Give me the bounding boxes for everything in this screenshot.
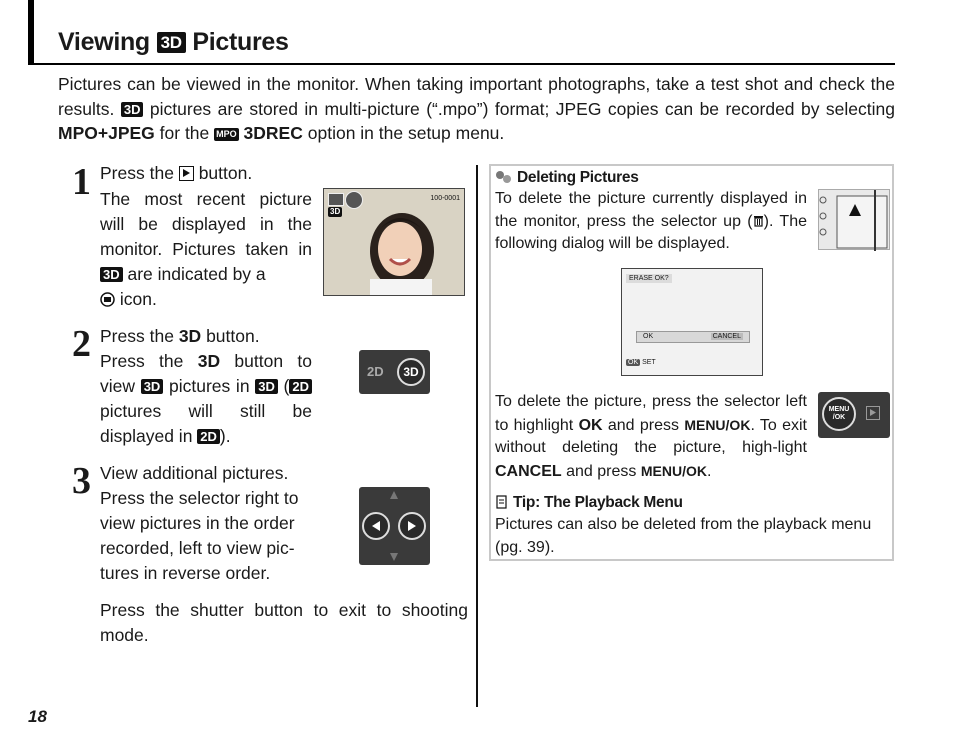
deleting-pictures-heading: Deleting Pictures bbox=[495, 168, 639, 187]
menu-ok-button: MENU /OK bbox=[822, 397, 856, 431]
delete-confirm-paragraph: To delete the picture, press the selector left to highlight OK and press MENU/OK. To exit without deleting the picture, high-light CANCEL and press MENU/OK. bbox=[495, 393, 807, 480]
step-number: 3 bbox=[72, 460, 90, 502]
selector-right-icon bbox=[398, 512, 426, 540]
step-heading: View additional pictures. bbox=[100, 463, 289, 483]
2d-badge: 2D bbox=[197, 429, 220, 444]
3d-badge: 3D bbox=[255, 379, 278, 394]
3d-badge: 3D bbox=[141, 379, 164, 394]
3d-indicator-icon bbox=[345, 191, 363, 209]
2d-label: 2D bbox=[367, 364, 384, 379]
delete-paragraph: To delete the picture currently displayed in the monitor, press the selector up ( ). The following dialog will be displayed. bbox=[495, 190, 808, 252]
tip-heading: Tip: The Playback Menu bbox=[495, 493, 683, 512]
step-body: Press the 3D button to view 3D pictures in 3D ( 2D pictures will still be displayed in 2D ). bbox=[100, 351, 312, 446]
3d-button: 3D bbox=[397, 358, 425, 386]
selector-illustration bbox=[359, 487, 430, 565]
mpo-icon: MPO bbox=[216, 129, 237, 139]
menu-ok-button-illustration bbox=[818, 392, 890, 438]
playback-indicator-icon bbox=[328, 193, 344, 206]
page-title: Viewing 3D Pictures bbox=[58, 28, 289, 56]
tip-icon bbox=[495, 495, 509, 509]
lcd-photo-preview bbox=[323, 188, 465, 296]
2d-badge: 2D bbox=[289, 379, 312, 394]
title-bar-accent bbox=[28, 0, 34, 64]
2d-3d-button-illustration bbox=[359, 350, 430, 394]
3d-picture-icon bbox=[100, 289, 115, 304]
trash-icon bbox=[753, 212, 764, 224]
frame-counter: 100-0001 bbox=[430, 195, 460, 202]
step-body: Press the selector right to view pictures in the order recorded, left to view pic-tures in reverse order. bbox=[100, 488, 299, 583]
page-number: 18 bbox=[28, 707, 47, 726]
selector-left-icon bbox=[362, 512, 390, 540]
playback-button-icon bbox=[866, 406, 880, 420]
playback-icon bbox=[179, 166, 194, 181]
dialog-options bbox=[636, 331, 750, 343]
title-rule bbox=[28, 63, 895, 65]
dialog-cancel-option: CANCEL bbox=[712, 333, 741, 340]
step-heading: Press the button. bbox=[100, 163, 253, 183]
selector-up-illustration bbox=[818, 189, 890, 250]
note-icon bbox=[495, 170, 513, 184]
dialog-ok-option: OK bbox=[643, 333, 654, 340]
step-body: The most recent picture will be displayed in the monitor. Pictures taken in 3D are indicated by a icon. bbox=[100, 189, 312, 309]
dialog-title: ERASE OK? bbox=[626, 274, 672, 283]
step-number: 2 bbox=[72, 323, 90, 365]
3d-badge: 3D bbox=[330, 207, 341, 216]
exit-note: Press the shutter button to exit to shooting mode. bbox=[100, 600, 468, 645]
erase-dialog-illustration bbox=[621, 268, 763, 376]
3d-badge: 3D bbox=[100, 267, 123, 282]
step-heading: Press the 3D button. bbox=[100, 326, 260, 346]
step-number: 1 bbox=[72, 161, 90, 203]
3d-badge: 3D bbox=[157, 32, 186, 53]
dialog-set-hint: OK SET bbox=[628, 359, 656, 366]
intro-paragraph: Pictures can be viewed in the monitor. When taking important photographs, take a test shot and check the results. 3D pictures are stored in multi-picture (“.mpo”) format; JPEG copies can be recorded by selecting MPO+JPEG for the MPO 3DREC option in the setup menu. bbox=[58, 74, 895, 143]
3d-badge: 3D bbox=[121, 102, 144, 117]
tip-body: Pictures can also be deleted from the playback menu (pg. 39). bbox=[495, 516, 872, 556]
column-divider bbox=[476, 165, 478, 707]
